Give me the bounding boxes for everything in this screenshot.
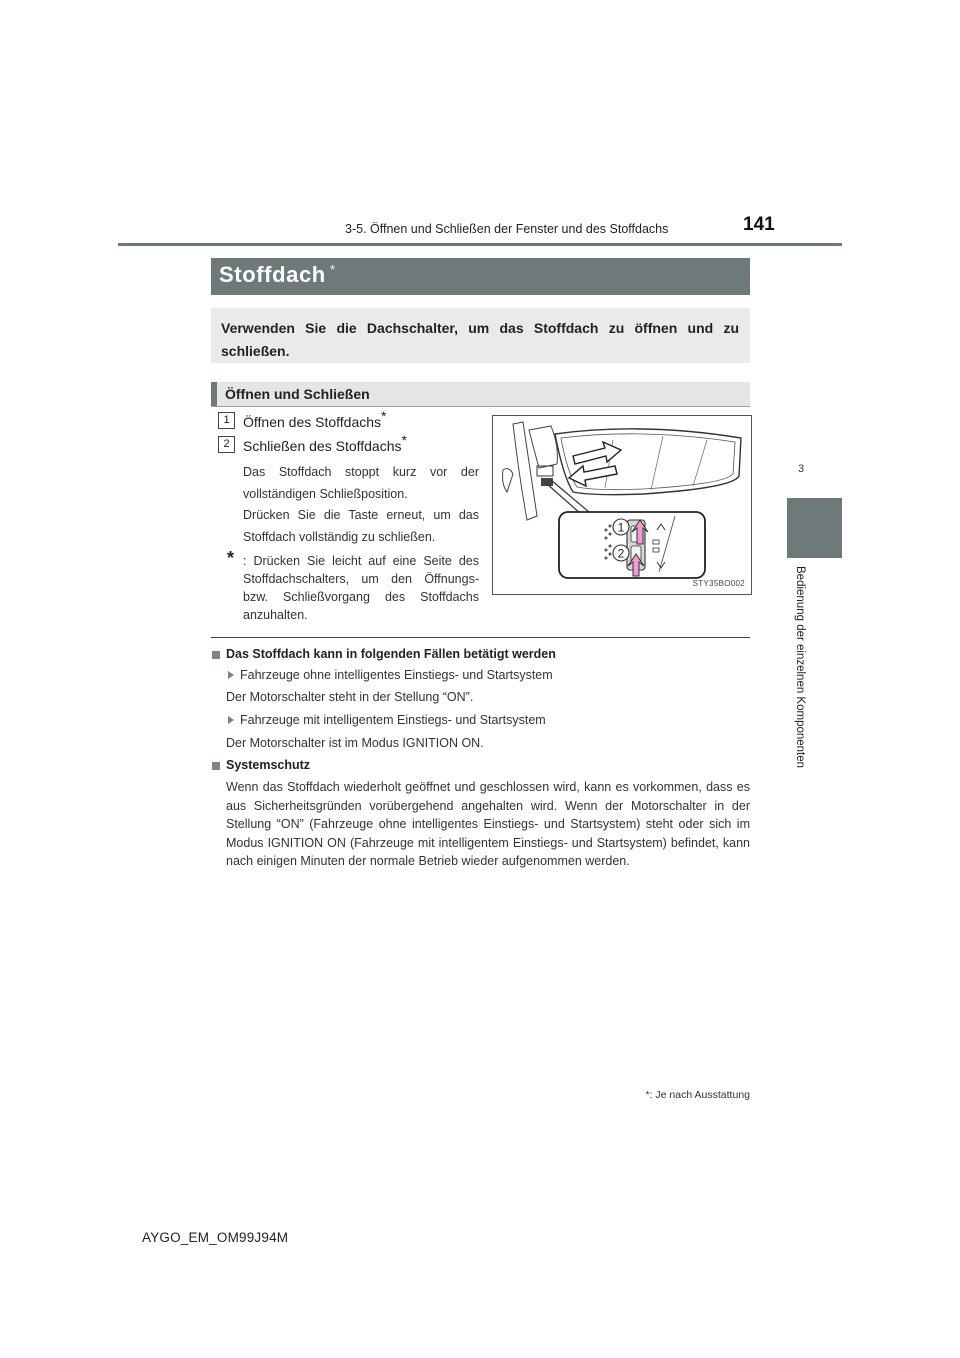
section-title-bar — [211, 258, 750, 295]
condition-bullet-1: Fahrzeuge ohne intelligentes Einstiegs- und Startsystem — [240, 668, 553, 682]
chapter-title: Bedienung der einzelnen Komponenten — [794, 566, 806, 769]
item-2-asterisk: * — [401, 432, 407, 448]
subsection-title: Öffnen und Schließen — [225, 386, 370, 402]
square-bullet-icon — [212, 762, 220, 770]
item-number-1: 1 — [218, 412, 235, 429]
item-number-2: 2 — [218, 436, 235, 453]
paragraph-2: Drücken Sie die Taste erneut, um das Stoffdach vollständig zu schließen. — [243, 508, 479, 544]
paragraph-1: Das Stoffdach stoppt kurz vor der vollständigen Schließposition. — [243, 465, 479, 501]
item-2 — [243, 432, 407, 454]
square-bullet-icon — [212, 651, 220, 659]
footnote-asterisk: * — [227, 548, 235, 568]
section-title: Stoffdach — [219, 262, 326, 287]
section-divider — [211, 637, 750, 638]
chapter-number: 3 — [797, 463, 805, 475]
footnote-text: : Drücken Sie leicht auf eine Seite des Stoffdachschalters, um den Öffnungs- bzw. Schließvorgang des Stoffdachs anzuhalten. — [243, 554, 479, 622]
triangle-bullet-icon — [228, 671, 234, 679]
intro-text: Verwenden Sie die Dachschalter, um das Stoffdach zu öffnen und zu schließen. — [221, 320, 739, 359]
operation-conditions-heading: Das Stoffdach kann in folgenden Fällen betätigt werden — [226, 647, 556, 661]
running-header-section: 3-5. Öffnen und Schließen der Fenster und des Stoffdachs — [345, 222, 669, 236]
equipment-note — [625, 1089, 750, 1101]
system-protection-heading: Systemschutz — [226, 758, 311, 772]
header-rule — [118, 243, 842, 246]
figure-callout-1: 1 — [617, 520, 625, 535]
title-asterisk: * — [330, 262, 336, 277]
item-1 — [243, 408, 387, 430]
figure-code: STY35BO002 — [692, 579, 745, 588]
item-1-asterisk: * — [381, 408, 387, 424]
intro-box — [211, 308, 750, 363]
item-2-label: Schließen des Stoffdachs — [243, 438, 402, 454]
system-protection-text: Wenn das Stoffdach wiederholt geöffnet und geschlossen wird, kann es vorkommen, dass es aus Sicherheitsgründen vorübergehend angehalten wird. Wenn der Motorschalter in der Stellung “ON” (Fahrzeuge ohne intelligentes Einstiegs- und Startsystem) steht oder sich im Modus IGNITION ON (Fahrzeuge mit intelligentem Einstiegs- und Startsystem) befindet, kann nach einigen Minuten der normale Betrieb wieder aufgenommen werden. — [226, 780, 750, 869]
subsection-accent — [211, 382, 217, 406]
roof-switch-illustration — [492, 415, 752, 595]
page-number: 141 — [743, 214, 775, 235]
document-code: AYGO_EM_OM99J94M — [142, 1230, 289, 1245]
figure-callout-2: 2 — [617, 546, 625, 561]
condition-text-2: Der Motorschalter ist im Modus IGNITION ON. — [226, 736, 484, 750]
chapter-tab — [787, 498, 842, 558]
item-1-label: Öffnen des Stoffdachs — [243, 414, 382, 430]
condition-text-1: Der Motorschalter steht in der Stellung “ON”. — [226, 690, 474, 704]
triangle-bullet-icon — [228, 716, 234, 724]
condition-bullet-2: Fahrzeuge mit intelligentem Einstiegs- und Startsystem — [240, 713, 546, 727]
equipment-note-text: : Je nach Ausstattung — [649, 1089, 750, 1101]
illustration-svg — [493, 416, 751, 594]
subsection-bar — [211, 382, 750, 407]
equipment-note-asterisk: * — [645, 1089, 650, 1101]
